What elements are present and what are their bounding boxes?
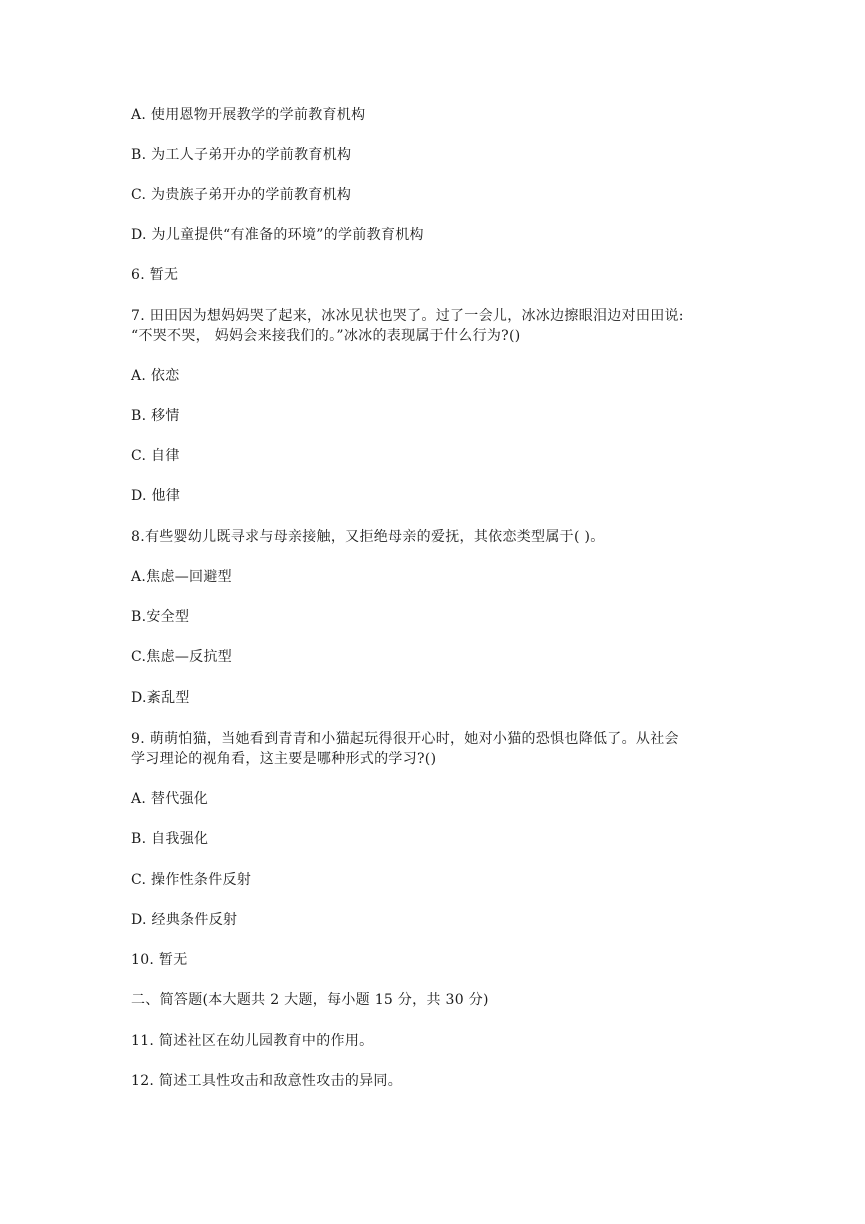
- option-a-q9: A. 替代强化: [131, 791, 209, 807]
- option-b-q9: B. 自我强化: [131, 831, 209, 847]
- option-b-q8: B.安全型: [131, 609, 190, 625]
- option-d-q8: D.紊乱型: [131, 690, 190, 706]
- option-a-q7: A. 依恋: [131, 368, 180, 384]
- option-d-q5: D. 为儿童提供“有准备的环境”的学前教育机构: [131, 227, 424, 243]
- question-9-line-1: 9. 萌萌怕猫，当她看到青青和小猫起玩得很开心时，她对小猫的恐惧也降低了。从社会: [131, 731, 679, 747]
- option-a-q8: A.焦虑—回避型: [131, 569, 232, 585]
- question-6: 6. 暂无: [131, 267, 179, 283]
- option-b-q5: B. 为工人子弟开办的学前教育机构: [131, 147, 352, 163]
- question-7-line-1: 7. 田田因为想妈妈哭了起来，冰冰见状也哭了。过了一会儿，冰冰边擦眼泪边对田田说:: [131, 308, 684, 324]
- question-9-line-2: 学习理论的视角看，这主要是哪种形式的学习?(): [131, 751, 437, 767]
- option-c-q9: C. 操作性条件反射: [131, 872, 252, 888]
- option-c-q8: C.焦虑—反抗型: [131, 649, 233, 665]
- option-c-q5: C. 为贵族子弟开办的学前教育机构: [131, 187, 352, 203]
- question-10: 10. 暂无: [131, 952, 188, 968]
- section-heading-short-answer: 二、简答题(本大题共 2 大题，每小题 15 分，共 30 分): [131, 992, 489, 1008]
- question-8: 8.有些婴幼儿既寻求与母亲接触，又拒绝母亲的爱抚，其依恋类型属于( )。: [131, 529, 605, 545]
- question-12: 12. 简述工具性攻击和敌意性攻击的异同。: [131, 1073, 403, 1089]
- option-c-q7: C. 自律: [131, 448, 180, 464]
- option-a-q5: A. 使用恩物开展教学的学前教育机构: [131, 107, 366, 123]
- question-11: 11. 简述社区在幼儿园教育中的作用。: [131, 1033, 374, 1049]
- option-d-q9: D. 经典条件反射: [131, 912, 238, 928]
- option-b-q7: B. 移情: [131, 408, 180, 424]
- question-7-line-2: “不哭不哭， 妈妈会来接我们的。”冰冰的表现属于什么行为?(): [131, 328, 521, 344]
- option-d-q7: D. 他律: [131, 488, 181, 504]
